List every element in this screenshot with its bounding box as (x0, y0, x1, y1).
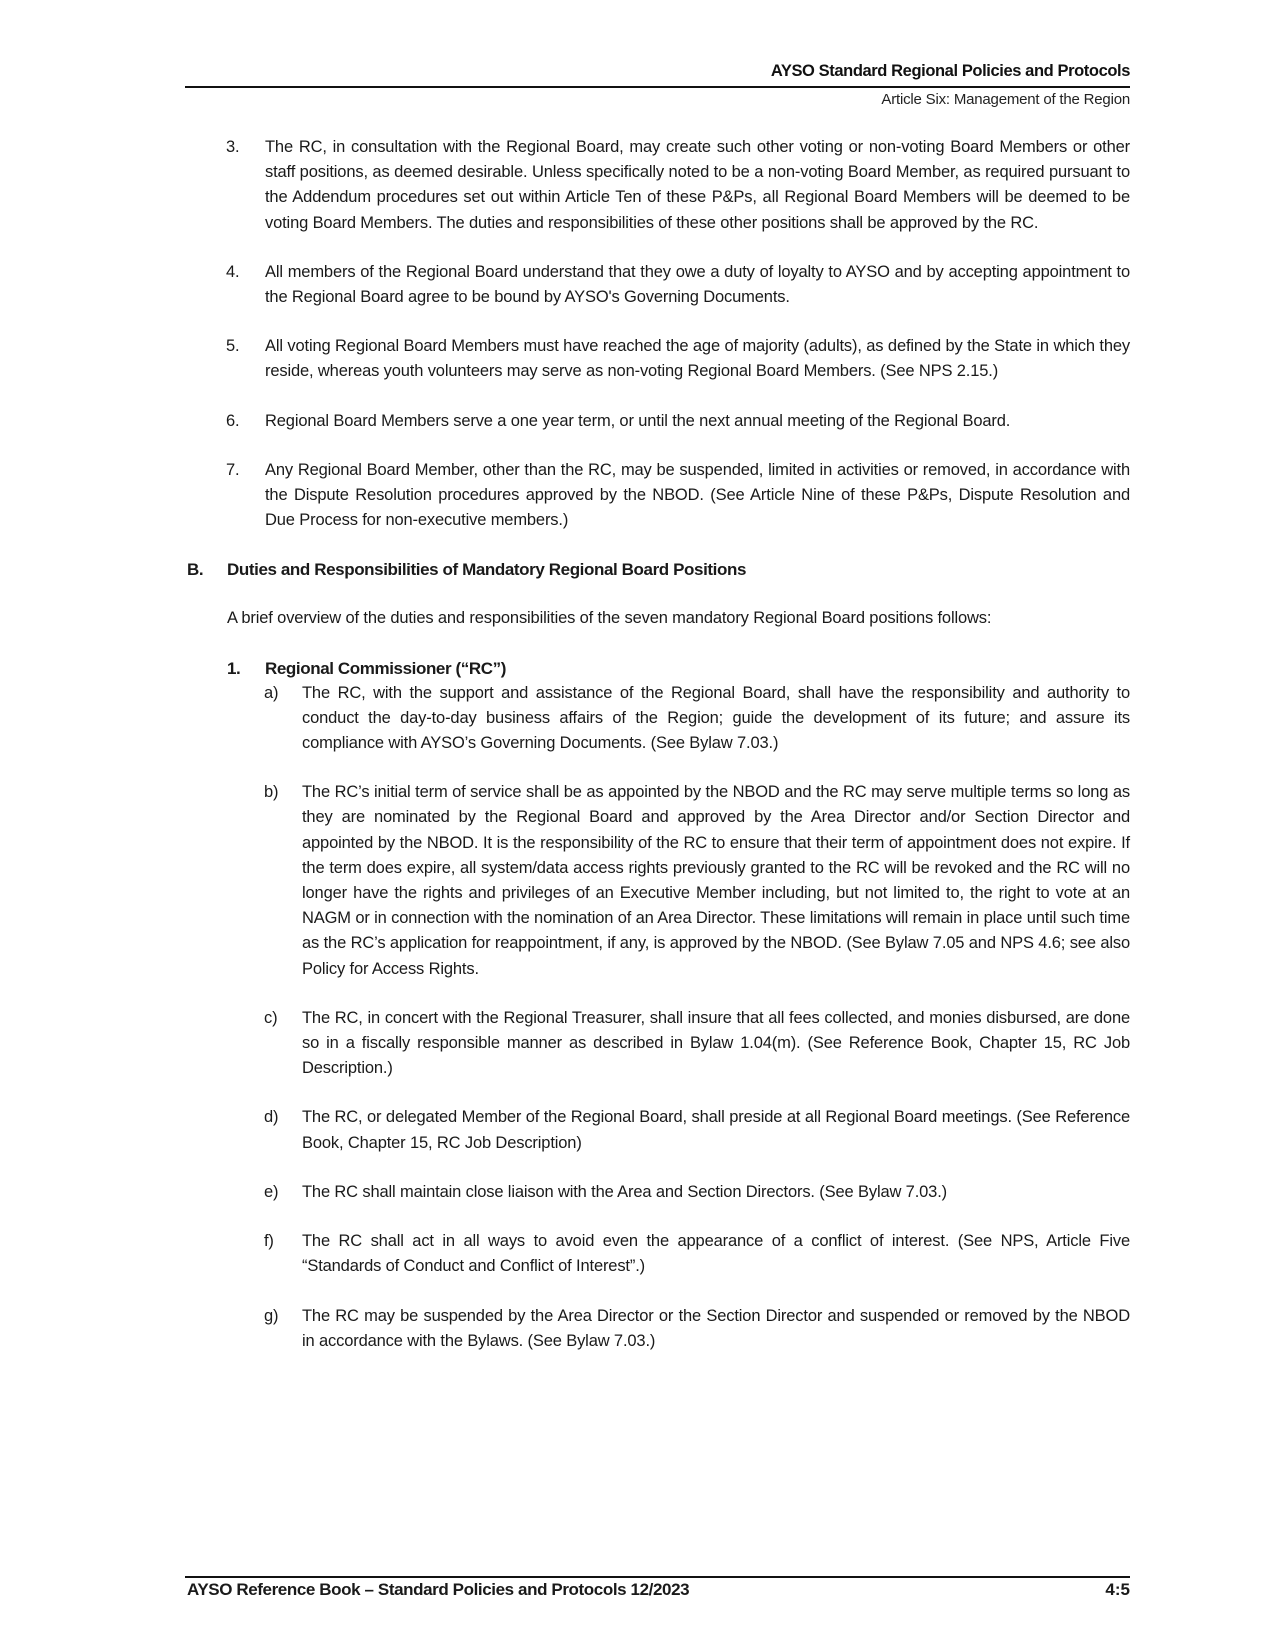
item-number: 7. (226, 460, 240, 479)
page-number: 4:5 (1105, 1580, 1130, 1599)
item-text: All members of the Regional Board understand that they owe a duty of loyalty to AYSO and by accepting appointment to the Regional Board agree to be bound by AYSO's Governing Documents. (265, 262, 1130, 307)
section-title: Duties and Responsibilities of Mandatory Regional Board Positions (227, 560, 747, 580)
item-text: The RC shall maintain close liaison with the Area and Section Directors. (See Bylaw 7.03.) (302, 1182, 947, 1201)
lettered-item (0, 1180, 1130, 1205)
item-letter: g) (264, 1306, 279, 1325)
item-text: The RC shall act in all ways to avoid even the appearance of a conflict of interest. (See NPS, Article Five “Standards of Conduct and Conflict of Interest”.) (302, 1232, 1130, 1276)
item-number: 5. (226, 337, 240, 356)
item-number: 4. (226, 262, 240, 281)
item-letter: d) (264, 1108, 279, 1127)
footer-document-title: AYSO Reference Book – Standard Policies and Protocols 12/2023 (187, 1580, 690, 1599)
footer-rule (185, 1576, 1130, 1578)
item-letter: f) (264, 1232, 274, 1251)
item-text: Any Regional Board Member, other than the RC, may be suspended, limited in activities or removed, in accordance with the Dispute Resolution procedures approved by the NBOD. (See Article Nine of these P&Ps, Dispute Resolution and Due Process for non-executive members.) (265, 460, 1130, 530)
item-letter: b) (264, 783, 279, 802)
item-letter: e) (264, 1182, 279, 1201)
section-intro: A brief overview of the duties and responsibilities of the seven mandatory Regional Board positions follows: (227, 609, 992, 628)
page-body (0, 135, 1275, 1378)
numbered-item (0, 409, 1130, 434)
numbered-item (0, 458, 1130, 534)
item-text: The RC, with the support and assistance of the Regional Board, shall have the responsibility and authority to conduct the day-to-day business affairs of the Region; guide the development of its future; and assure its compliance with AYSO’s Governing Documents. (See Bylaw 7.03.) (302, 683, 1130, 753)
numbered-item (0, 260, 1130, 310)
lettered-item (0, 1229, 1130, 1279)
subsection-number: 1. (227, 658, 241, 678)
section-label: B. (187, 560, 204, 580)
lettered-item (0, 1006, 1130, 1082)
item-number: 3. (226, 138, 240, 156)
item-number: 6. (226, 411, 240, 430)
running-header-title: AYSO Standard Regional Policies and Protocols (770, 62, 1130, 80)
lettered-item (0, 780, 1130, 982)
item-text: The RC, or delegated Member of the Regional Board, shall preside at all Regional Board meetings. (See Reference Book, Chapter 15, RC Job Description) (302, 1108, 1130, 1152)
lettered-item (0, 681, 1130, 757)
header-rule (185, 86, 1130, 88)
item-text: The RC, in concert with the Regional Treasurer, shall insure that all fees collected, and monies disbursed, are done so in a fiscally responsible manner as described in Bylaw 1.04(m). (See Reference Book, Chapter 15, RC Job Description.) (302, 1008, 1130, 1078)
running-header-subtitle: Article Six: Management of the Region (881, 91, 1130, 108)
item-text: The RC’s initial term of service shall be as appointed by the NBOD and the RC may serve multiple terms so long as they are nominated by the Regional Board and approved by the Area Director and/or Section Director and appointed by the NBOD. It is the responsibility of the RC to ensure that their term of appointment does not expire. If the term does expire, all system/data access rights previously granted to the RC will be revoked and the RC will no longer have the rights and privileges of an Executive Member including, but not limited to, the right to vote at an NAGM or in connection with the nomination of an Area Director. These limitations will remain in place until such time as the RC’s application for reappointment, if any, is approved by the NBOD. (See Bylaw 7.05 and NPS 4.6; see also Policy for Access Rights. (302, 783, 1130, 978)
lettered-item (0, 1304, 1130, 1354)
item-text: All voting Regional Board Members must have reached the age of majority (adults), as defined by the State in which they reside, whereas youth volunteers may serve as non-voting Regional Board Members. (See NPS 2.15.) (265, 337, 1130, 381)
item-letter: a) (264, 683, 279, 702)
subsection-title: Regional Commissioner (“RC”) (265, 658, 506, 678)
item-text: The RC may be suspended by the Area Director or the Section Director and suspended or removed by the NBOD in accordance with the Bylaws. (See Bylaw 7.03.) (302, 1306, 1130, 1350)
section-heading (0, 557, 1275, 582)
item-text: Regional Board Members serve a one year term, or until the next annual meeting of the Regional Board. (265, 411, 1011, 430)
item-text: The RC, in consultation with the Regional Board, may create such other voting or non-voting Board Members or other staff positions, as deemed desirable. Unless specifically noted to be a non-voting Board Member, as required pursuant to the Addendum procedures set out within Article Ten of these P&Ps, all Regional Board Members will be deemed to be voting Board Members. The duties and responsibilities of these other positions shall be approved by the RC. (265, 138, 1130, 232)
numbered-item (0, 135, 1130, 236)
subsection-heading (0, 656, 1275, 681)
numbered-item (0, 334, 1130, 384)
item-letter: c) (264, 1008, 278, 1027)
lettered-item (0, 1105, 1130, 1155)
